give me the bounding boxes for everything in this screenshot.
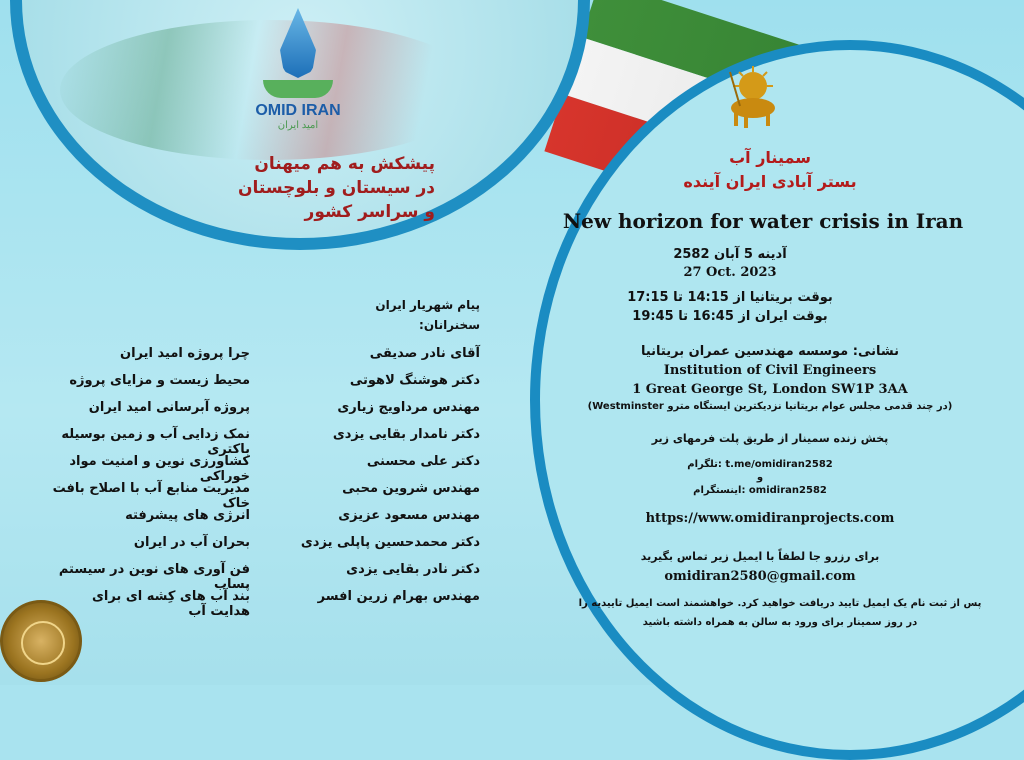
omid-iran-logo [238, 8, 358, 131]
speaker-name: مهندس شروین محبی [342, 481, 480, 496]
speaker-row [69, 454, 480, 484]
seminar-title-line-2: بستر آبادی ایران آینده [683, 172, 857, 191]
speaker-topic: انرژی های پیشرفته [125, 508, 250, 523]
dedication-line-1: پیشکش به هم میهنان [254, 154, 435, 174]
confirmation-note-line-2: در روز سمینار برای ورود به سالن به همراه داشته باشید [642, 617, 918, 628]
address-block [570, 342, 970, 399]
seminar-title-english: New horizon for water crisis in Iran [562, 209, 964, 233]
speakers-header [300, 295, 480, 335]
email-link[interactable]: omidiran2580@gmail.com [664, 569, 856, 584]
speaker-topic: پروژه آبرسانی امید ایران [88, 400, 250, 415]
speaker-topic: محیط زیست و مزایای پروژه [69, 373, 250, 388]
speaker-topic: چرا پروژه امید ایران [120, 346, 250, 361]
speaker-name: مهندس مرداویج زیاری [337, 400, 480, 415]
time-uk: بوقت بریتانیا از 14:15 تا 17:15 [627, 290, 833, 305]
date-english: 27 Oct. 2023 [683, 265, 777, 280]
date-persian: آدینه 5 آبان 2582 [673, 247, 787, 262]
confirmation-note-line-1: پس از ثبت نام یک ایمیل تایید دریافت خواهید کرد. خواهشمند است ایمیل تاییدیه را [578, 598, 982, 609]
dedication-line-3: و سراسر کشور [304, 202, 435, 222]
speaker-name: دکتر علی محسنی [366, 454, 480, 469]
speakers-label: سخنرانان: [419, 318, 480, 332]
logo-name: OMID IRAN [255, 102, 341, 119]
dedication-line-2: در سیستان و بلوچستان [238, 178, 435, 198]
logo-subtitle: امید ایران [277, 120, 319, 131]
seminar-title-persian [620, 146, 920, 194]
address-street: 1 Great George St, London SW1P 3AA [632, 382, 908, 397]
speaker-name: دکتر نادر بقایی یزدی [346, 562, 480, 577]
speaker-topic: مدیریت منابع آب با اصلاح بافت خاک [52, 481, 250, 511]
instagram-link[interactable]: omidiran2582 :اینستگرام [693, 485, 827, 496]
speakers-list [52, 346, 480, 619]
speaker-row [80, 346, 480, 373]
website-link[interactable]: https://www.omidiranprojects.com [645, 511, 895, 526]
live-label: پخش زنده سمینار از طریق پلت فرمهای زیر [651, 432, 889, 445]
and-text: و [756, 472, 764, 483]
speaker-row [58, 562, 480, 592]
speaker-name: دکتر هوشنگ لاهوتی [349, 373, 480, 388]
seminar-title-line-1: سمینار آب [729, 148, 811, 167]
address-note: (در چند قدمی مجلس عوام بریتانیا نزدیکترین ایستگاه مترو Westminster) [587, 401, 953, 412]
social-block [640, 458, 880, 497]
speaker-name: آقای نادر صدیقی [369, 346, 480, 361]
speaker-row [52, 481, 480, 511]
speaker-row [61, 427, 480, 457]
speaker-row [80, 589, 480, 619]
speaker-topic: کشاورزی نوین و امنیت مواد خوراکی [69, 454, 250, 484]
hands-icon [263, 80, 333, 98]
speaker-row [69, 373, 480, 400]
confirmation-note [560, 594, 1000, 632]
speaker-row [80, 508, 480, 535]
address-label: نشانی: موسسه مهندسین عمران بریتانیا [640, 344, 899, 359]
speaker-row [80, 535, 480, 562]
speaker-name: دکتر محمدحسین پاپلی یزدی [300, 535, 480, 550]
speaker-name: دکتر نامدار بقایی یزدی [332, 427, 480, 442]
speaker-name: مهندس بهرام زرین افسر [317, 589, 480, 604]
speaker-topic: بحران آب در ایران [133, 535, 250, 550]
king-message: پیام شهریار ایران [375, 298, 480, 312]
speaker-topic: نمک زدایی آب و زمین بوسیله باکتری [61, 427, 250, 457]
speaker-row [80, 400, 480, 427]
engineering-seal-icon [0, 600, 82, 682]
date-block [630, 246, 830, 282]
water-drop-icon [280, 8, 316, 78]
time-iran: بوقت ایران از 16:45 تا 19:45 [632, 309, 828, 324]
lion-and-sun-icon [722, 66, 784, 130]
telegram-link[interactable]: t.me/omidiran2582 :تلگرام [687, 459, 833, 470]
dedication-text [175, 152, 435, 224]
speaker-topic: فن آوری های نوین در سیستم پساب [58, 562, 250, 592]
address-institution: Institution of Civil Engineers [663, 363, 877, 378]
reserve-text: برای رزرو جا لطفاً با ایمیل زیر تماس بگیرید [640, 550, 880, 563]
speaker-topic: بند آب های کِشه ای برای هدایت آب [91, 589, 250, 619]
speaker-name: مهندس مسعود عزیزی [338, 508, 480, 523]
time-block [600, 288, 860, 326]
